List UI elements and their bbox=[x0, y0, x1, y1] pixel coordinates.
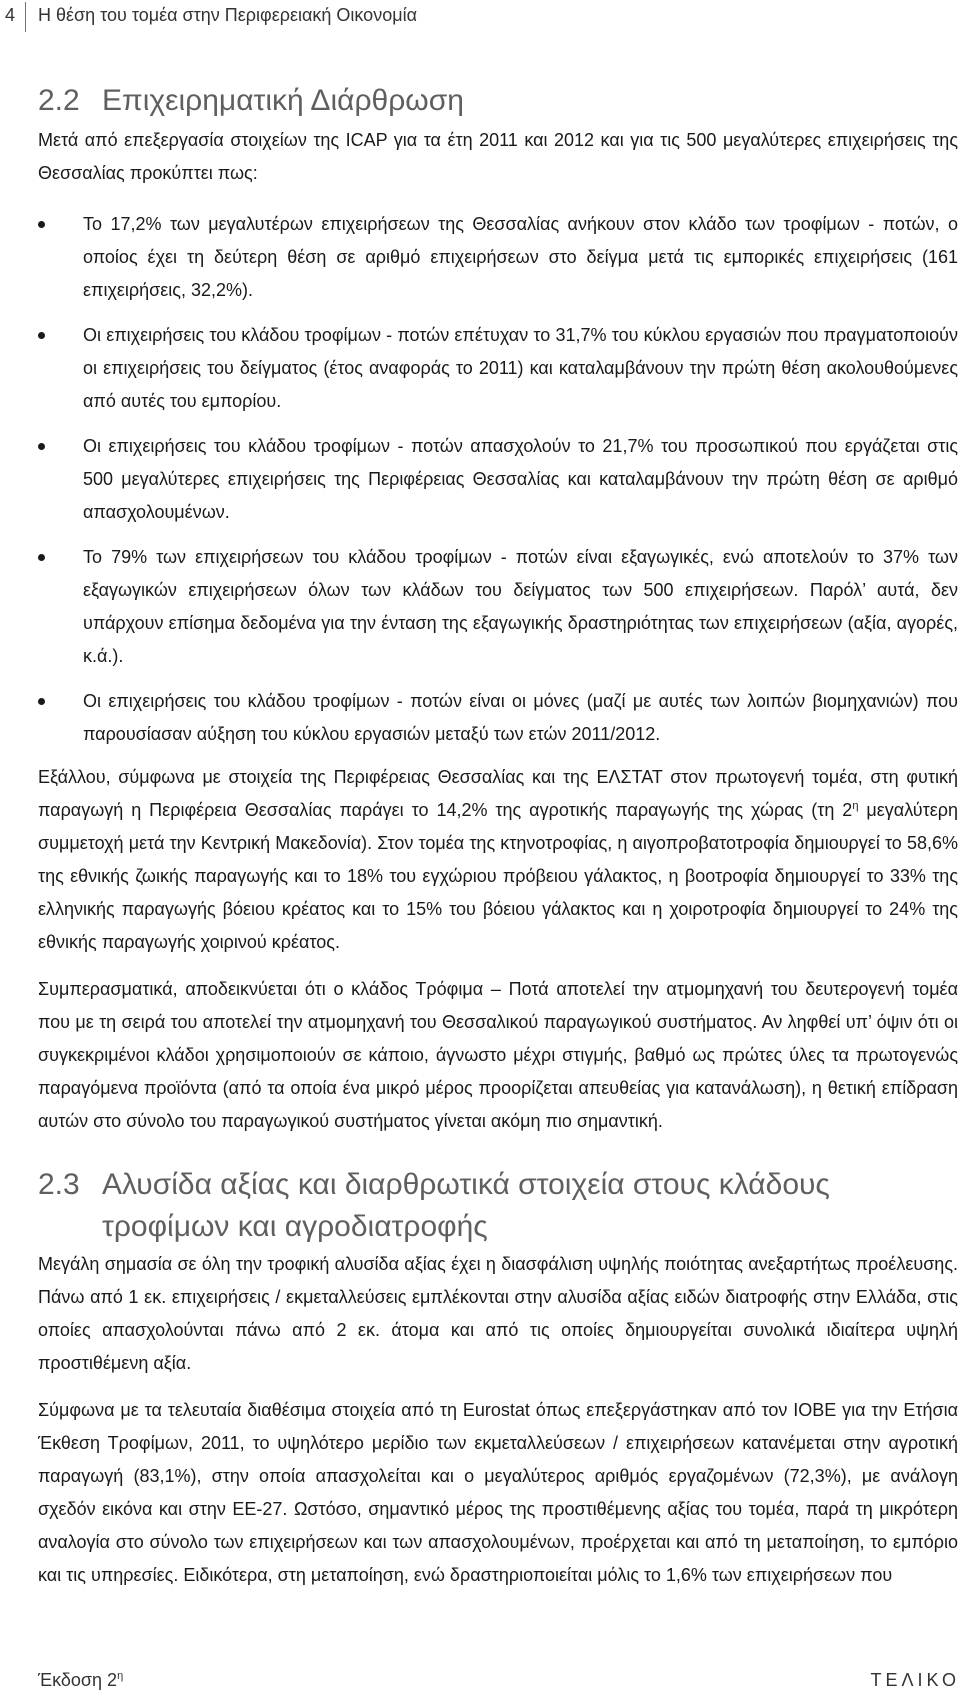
list-item bbox=[38, 541, 958, 673]
production-text-end: μεγαλύτερη συμμετοχή μετά την Κεντρική Μακεδονία). Στον τομέα της κτηνοτροφίας, η αιγοπροβατοτροφία δημιουργεί το 58,6% της εθνικής ζωικής παραγωγής και το 18% του εγχώριου πρόβειου γάλακτος, η βοοτροφία δημιουργεί το 33% της ελληνικής παραγωγής βόειου κρέατος και το 15% του βόειου γάλακτος και η χοιροτροφία δημιουργεί το 24% της εθνικής παραγωγής χοιρινού κρέατος. bbox=[38, 800, 959, 952]
list-item-text: Το 79% των επιχειρήσεων του κλάδου τροφίμων - ποτών είναι εξαγωγικές, ενώ αποτελούν το 37% των εξαγωγικών επιχειρήσεων όλων των κλάδων του δείγματος των 500 επιχειρήσεων. Παρόλ’ αυτά, δεν υπάρχουν επίσημα δεδομένα για την ένταση της εξαγωγικής δραστηριότητας των επιχειρήσεων (αξία, αγορές, κ.ά.). bbox=[83, 547, 958, 666]
value-chain-paragraph: Μεγάλη σημασία σε όλη την τροφική αλυσίδα αξίας έχει η διασφάλιση υψηλής ποιότητας ανεξαρτήτως προέλευσης. Πάνω από 1 εκ. επιχειρήσεις / εκμεταλλεύσεις εμπλέκονται στην αλυσίδα αξίας ειδών διατροφής στην Ελλάδα, στις οποίες απασχολούνται πάνω από 2 εκ. άτομα και από τις οποίες δημιουργείται συνολικά ιδιαίτερα υψηλή προστιθέμενη αξία. bbox=[38, 1254, 958, 1373]
edition-superscript: η bbox=[117, 1670, 124, 1682]
list-item bbox=[38, 319, 958, 418]
production-paragraph bbox=[38, 761, 958, 959]
running-title: Η θέση του τομέα στην Περιφερειακή Οικονομία bbox=[38, 5, 417, 25]
bullet-icon bbox=[38, 221, 45, 228]
list-item bbox=[38, 430, 958, 529]
section-title: Αλυσίδα αξίας και διαρθρωτικά στοιχεία στους κλάδους τροφίμων και αγροδιατροφής bbox=[102, 1168, 830, 1243]
page-header bbox=[0, 0, 960, 34]
page-number: 4 bbox=[5, 5, 16, 25]
bullet-icon bbox=[38, 443, 45, 450]
conclusion-paragraph: Συμπερασματικά, αποδεικνύεται ότι ο κλάδος Τρόφιμα – Ποτά αποτελεί την ατμομηχανή του δευτερογενή τομέα που με τη σειρά του αποτελεί την ατμομηχανή του Θεσσαλικού παραγωγικού συστήματος. Αν ληφθεί υπ’ όψιν ότι οι συγκεκριμένοι κλάδοι χρησιμοποιούν σε κάποιο, άγνωστο μέχρι στιγμής, βαθμό ως πρώτες ύλες τα πρωτογενώς παραγόμενα προϊόντα (από τα οποία ένα μικρό μέρος προορίζεται απευθείας για κατανάλωση), η θετική επίδραση αυτών στο σύνολο του παραγωγικού συστήματος γίνεται ακόμη πιο σημαντική. bbox=[38, 979, 958, 1131]
list-item-text: Το 17,2% των μεγαλυτέρων επιχειρήσεων της Θεσσαλίας ανήκουν στον κλάδο των τροφίμων - ποτών, ο οποίος έχει τη δεύτερη θέση σε αριθμό επιχειρήσεων στο δείγμα μετά τις εμπορικές επιχειρήσεις (161 επιχειρήσεις, 32,2%). bbox=[83, 214, 958, 300]
list-item-text: Οι επιχειρήσεις του κλάδου τροφίμων - ποτών είναι οι μόνες (μαζί με αυτές των λοιπών βιομηχανιών) που παρουσίασαν αύξηση του κύκλου εργασιών μεταξύ των ετών 2011/2012. bbox=[83, 691, 958, 744]
section-title: Επιχειρηματική Διάρθρωση bbox=[102, 84, 464, 117]
list-item bbox=[38, 208, 958, 307]
ordinal-superscript: η bbox=[852, 800, 859, 812]
section-number: 2.2 bbox=[38, 84, 80, 117]
edition-text: Έκδοση 2 bbox=[38, 1670, 118, 1690]
findings-list bbox=[38, 208, 958, 751]
edition-label bbox=[38, 1670, 123, 1691]
header-divider bbox=[25, 2, 26, 32]
bullet-icon bbox=[38, 554, 45, 561]
list-item-text: Οι επιχειρήσεις του κλάδου τροφίμων - ποτών επέτυχαν το 31,7% του κύκλου εργασιών που πραγματοποιούν οι επιχειρήσεις του δείγματος (έτος αναφοράς το 2011) και καταλαμβάνουν την πρώτη θέση ακολουθούμενες από αυτές του εμπορίου. bbox=[83, 325, 958, 411]
production-text-start: Εξάλλου, σύμφωνα με στοιχεία της Περιφέρειας Θεσσαλίας και της ΕΛΣΤΑΤ στον πρωτογενή τομέα, στη φυτική παραγωγή η Περιφέρεια Θεσσαλίας παράγει το 14,2% της αγροτικής παραγωγής της χώρας (τη 2 bbox=[38, 767, 958, 820]
section-heading-2-3 bbox=[38, 1164, 958, 1248]
document-body bbox=[38, 80, 958, 1592]
list-item bbox=[38, 685, 958, 751]
eurostat-paragraph: Σύμφωνα με τα τελευταία διαθέσιμα στοιχεία από τη Eurostat όπως επεξεργάστηκαν από τον ΙΟΒΕ για την Ετήσια Έκθεση Τροφίμων, 2011, το υψηλότερο μερίδιο των εκμεταλλεύσεων / επιχειρήσεων κατανέμεται στην αγροτική παραγωγή (83,1%), στην οποία απασχολείται και ο μεγαλύτερος αριθμός εργαζομένων (72,3%), με ανάλογη σχεδόν εικόνα και στην ΕΕ-27. Ωστόσο, σημαντικό μέρος της προστιθέμενης αξίας του τομέα, παρά τη μικρότερη αναλογία στο σύνολο των επιχειρήσεων και των απασχολουμένων, προέρχεται και από τη μεταποίηση, το εμπόριο και τις υπηρεσίες. Ειδικότερα, στη μεταποίηση, ενώ δραστηριοποιείται μόλις το 1,6% των επιχειρήσεων που bbox=[38, 1400, 958, 1585]
document-status: ΤΕΛΙΚΟ bbox=[870, 1670, 960, 1690]
bullet-icon bbox=[38, 332, 45, 339]
section-heading-2-2 bbox=[38, 80, 958, 122]
bullet-icon bbox=[38, 698, 45, 705]
page-footer bbox=[0, 1670, 960, 1700]
list-item-text: Οι επιχειρήσεις του κλάδου τροφίμων - ποτών απασχολούν το 21,7% του προσωπικού που εργάζεται στις 500 μεγαλύτερες επιχειρήσεις της Περιφέρειας Θεσσαλίας και καταλαμβάνουν την πρώτη θέση σε αριθμό απασχολουμένων. bbox=[83, 436, 958, 522]
section-number: 2.3 bbox=[38, 1168, 80, 1201]
intro-paragraph: Μετά από επεξεργασία στοιχείων της ICAP για τα έτη 2011 και 2012 και για τις 500 μεγαλύτερες επιχειρήσεις της Θεσσαλίας προκύπτει πως: bbox=[38, 130, 958, 183]
